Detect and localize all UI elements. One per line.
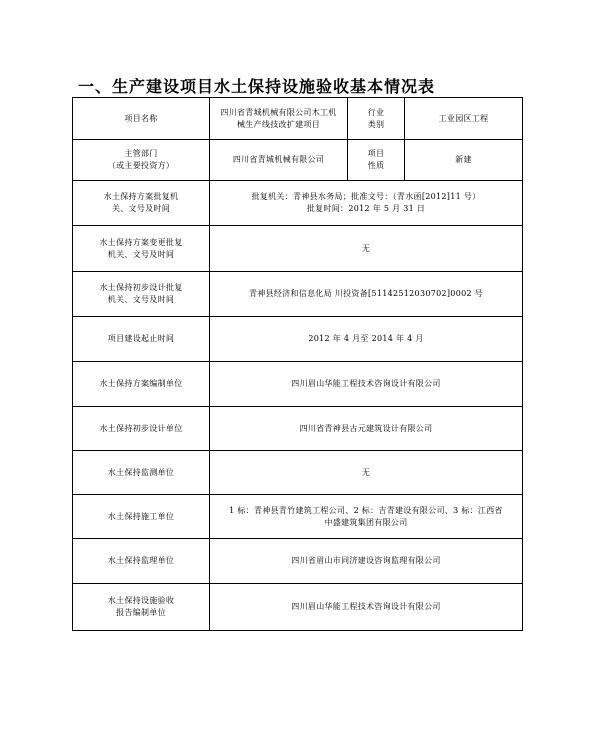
row-label: 项目建设起止时间 [73,317,210,362]
project-nature-value: 新建 [405,140,523,181]
row-label [73,181,210,226]
table-row [73,181,523,226]
value-line: 四川省青城机械有限公司木工机 [220,107,337,117]
row-label: 水土保持初步设计单位 [73,407,210,451]
table-row [73,407,523,451]
label-line: 性质 [367,161,385,170]
label-line: （或主要投资方） [107,161,175,170]
row-label: 水土保持监测单位 [73,451,210,495]
table-row [73,495,523,539]
label-line: 类别 [367,119,385,129]
row-label [73,584,210,631]
table-row [73,317,523,362]
value-line: 中盛建筑集团有限公司 [324,517,408,527]
construction-value [210,495,523,539]
row-label [348,98,405,140]
industry-category-value: 工业园区工程 [405,98,523,140]
label-line: 行业 [367,107,385,117]
row-label [73,140,210,181]
row-label [73,226,210,272]
label-line: 水土保持设施验收 [107,596,175,605]
row-label: 项目名称 [73,98,210,140]
table-row [73,584,523,631]
label-line: 主管部门 [124,149,158,158]
label-line: 报告编制单位 [116,608,166,617]
plan-compiler-value: 四川眉山华能工程技术咨询设计有限公司 [210,362,523,407]
value-line: 批复机关：青神县水务局；批准文号：（青水函[2012]11 号） [251,192,481,201]
label-line: 机关、文号及时间 [107,249,175,259]
report-compiler-value: 四川眉山华能工程技术咨询设计有限公司 [210,584,523,631]
table-row [73,226,523,272]
label-line: 水土保持方案变更批复 [99,237,183,247]
prelim-designer-value: 四川省青神县古元建筑设计有限公司 [210,407,523,451]
supervision-value: 四川省眉山市同济建设咨询监理有限公司 [210,539,523,584]
row-label: 水土保持方案编制单位 [73,362,210,407]
table-row [73,140,523,181]
prelim-design-value: 青神县经济和信息化局 川投资备[51142512030702]0002 号 [210,272,523,317]
plan-approval-value [210,181,523,226]
row-label: 水土保持施工单位 [73,495,210,539]
table-row [73,539,523,584]
table-row [73,98,523,140]
label-line: 机关、文号及时间 [107,295,175,304]
label-line: 关、文号及时间 [111,204,171,213]
row-label [348,140,405,181]
construction-period-value: 2012 年 4 月至 2014 年 4 月 [210,317,523,362]
row-label: 水土保持监理单位 [73,539,210,584]
table-row [73,272,523,317]
page-title: 一、生产建设项目水土保持设施验收基本情况表 [78,77,436,96]
authority-value: 四川省青城机械有限公司 [210,140,348,181]
project-name-value [210,98,348,140]
table-row [73,362,523,407]
row-label [73,272,210,317]
table-row [73,451,523,495]
label-line: 水土保持初步设计批复 [99,283,183,292]
label-line: 项目 [367,149,385,158]
value-line: 械生产线技改扩建项目 [237,119,320,129]
value-line: 批复时间：2012 年 5 月 31 日 [306,204,426,213]
plan-change-value: 无 [210,226,523,272]
value-line: 1 标：青神县青竹建筑工程公司、2 标：吉青建设有限公司、3 标：江西省 [229,505,503,515]
label-line: 水土保持方案批复机 [103,192,179,201]
project-info-table [72,97,523,631]
monitoring-value: 无 [210,451,523,495]
